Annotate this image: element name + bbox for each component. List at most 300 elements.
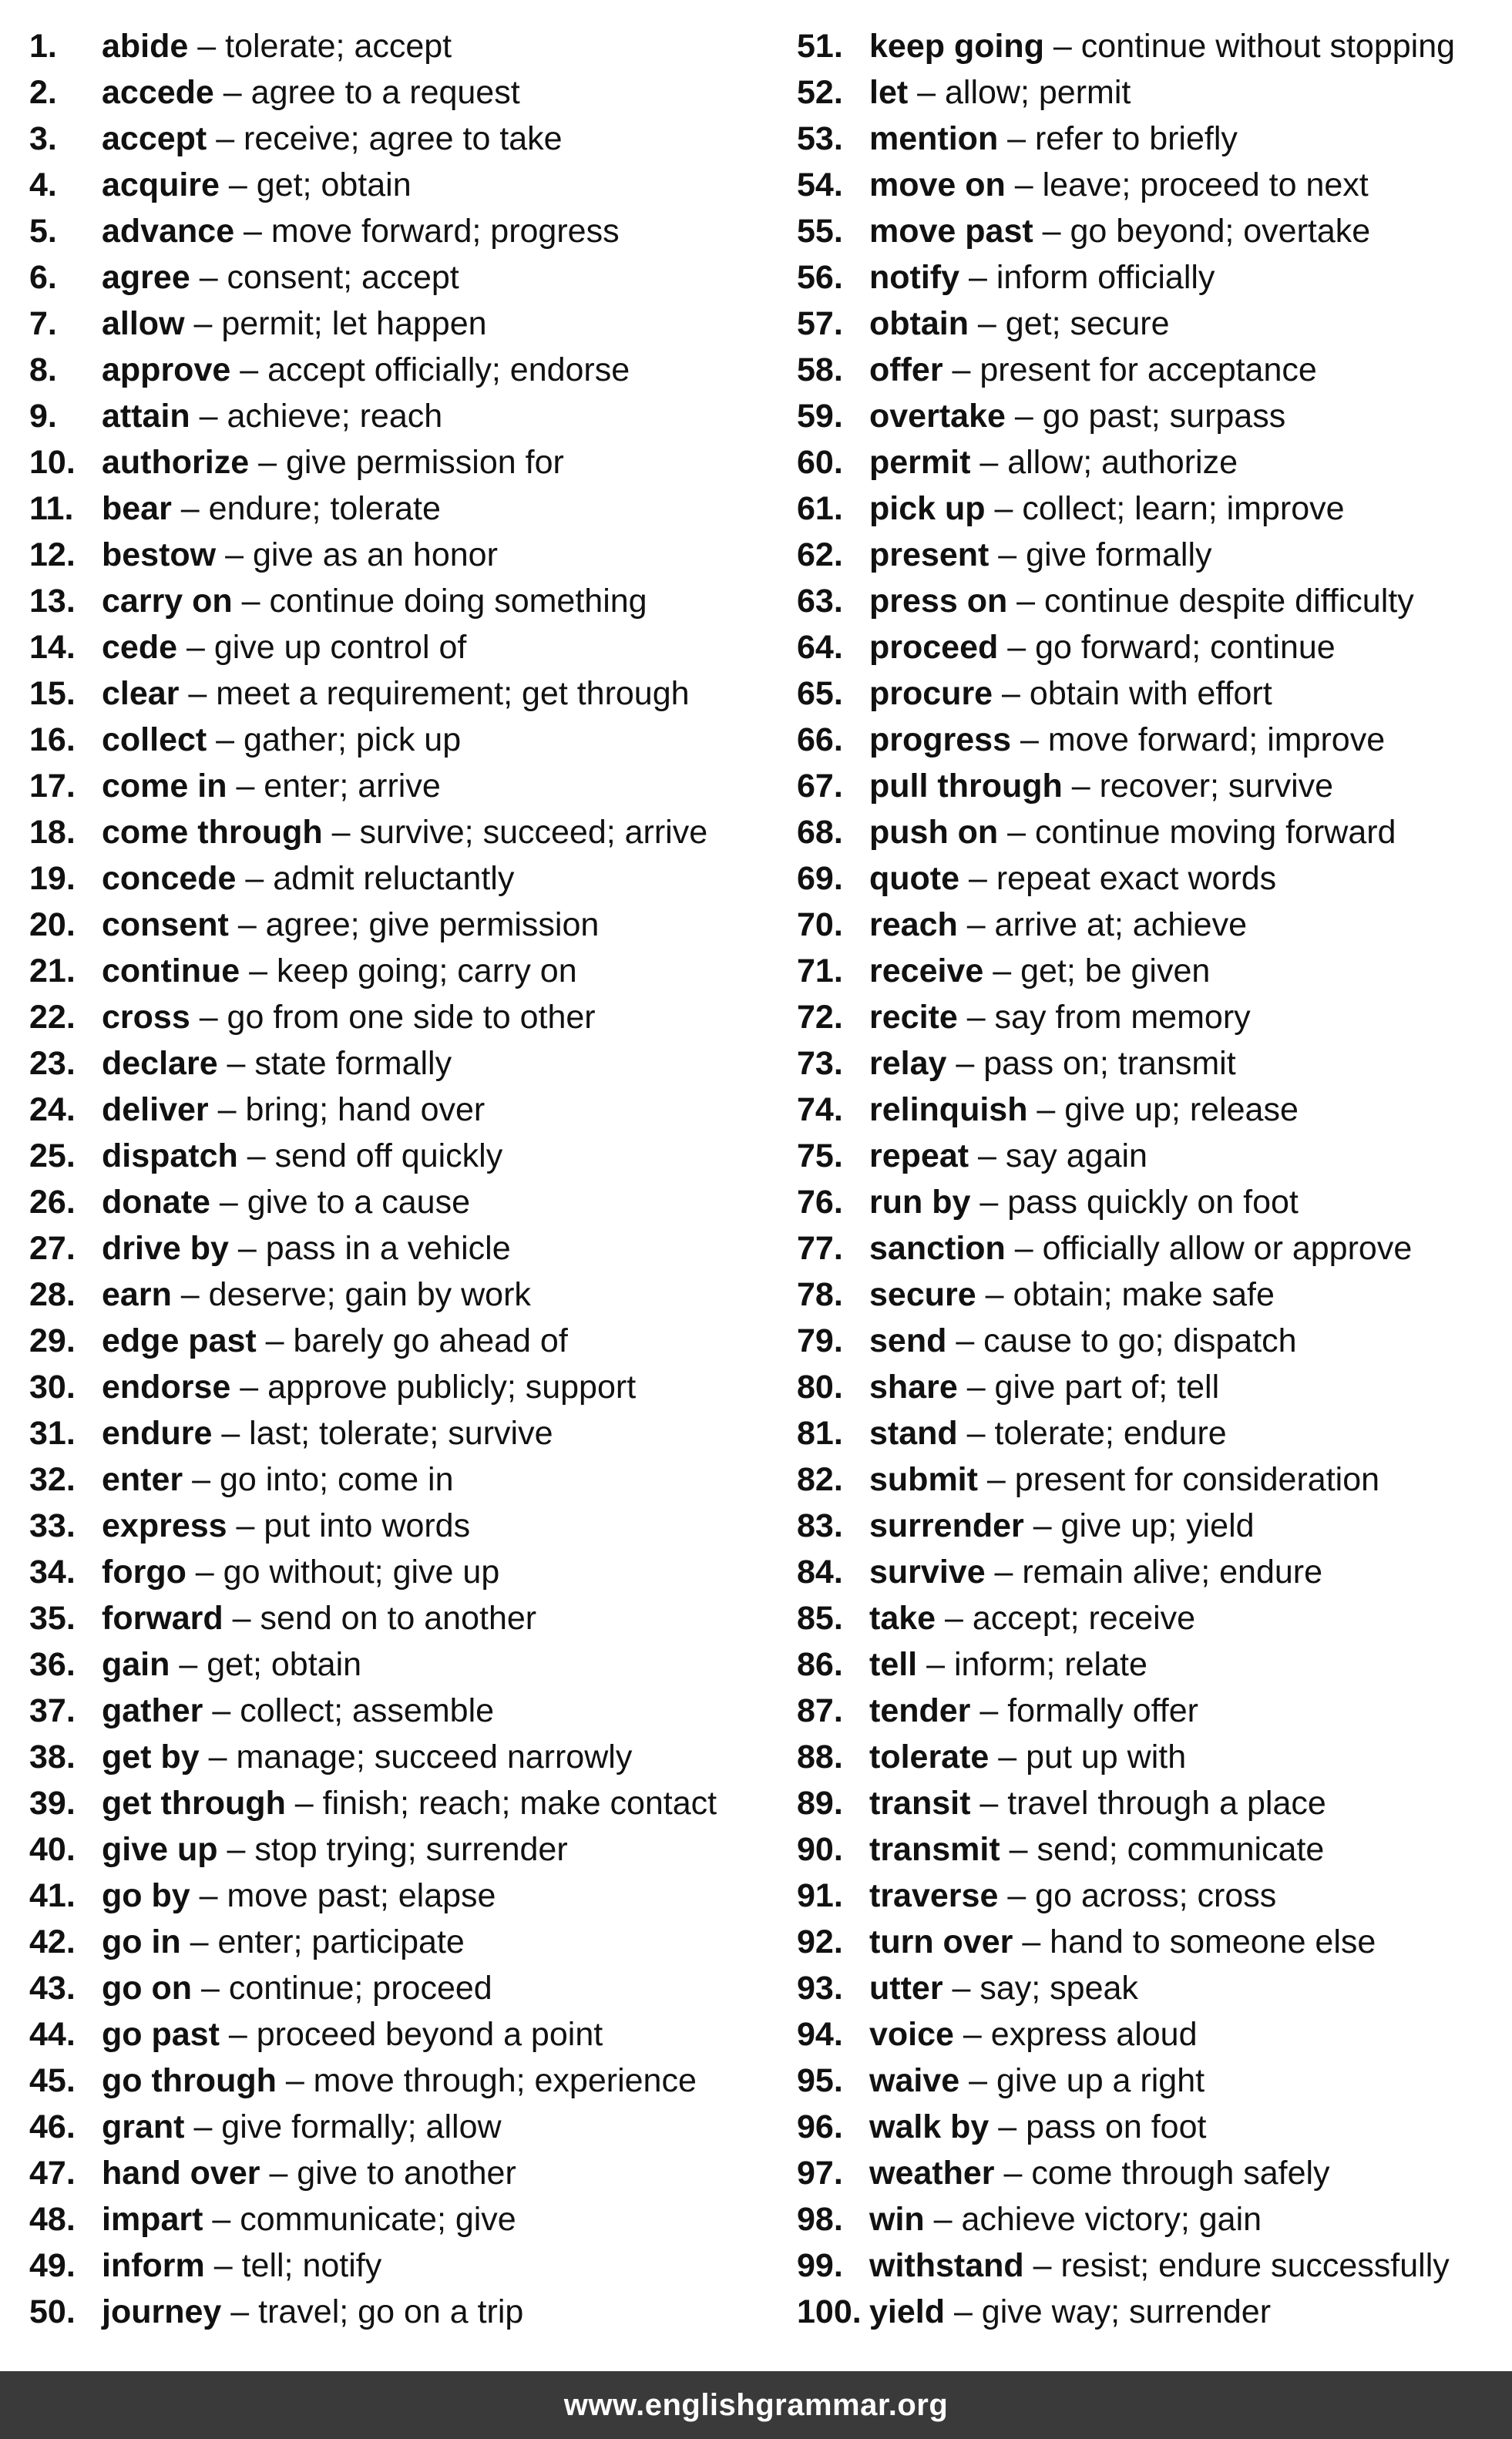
- item-word: quote: [869, 860, 960, 897]
- item-number: 3.: [29, 120, 57, 157]
- item-definition: – leave; proceed to next: [1005, 166, 1369, 203]
- list-item: [29, 1549, 797, 1595]
- item-definition: – approve publicly; support: [230, 1369, 637, 1406]
- list-item: [797, 902, 1497, 948]
- item-definition: – present for acceptance: [942, 351, 1317, 388]
- item-number: 17.: [29, 768, 76, 805]
- item-word: submit: [869, 1461, 978, 1498]
- item-word: attain: [102, 398, 190, 435]
- list-item: [29, 1641, 797, 1688]
- item-word: transmit: [869, 1831, 1000, 1868]
- item-word: relinquish: [869, 1091, 1028, 1128]
- item-word: offer: [869, 351, 943, 388]
- item-definition: – consent; accept: [190, 259, 459, 296]
- item-word: yield: [869, 2293, 945, 2330]
- item-number: 44.: [29, 2016, 76, 2053]
- list-item: [29, 2150, 797, 2196]
- item-word: push on: [869, 814, 999, 851]
- item-word: allow: [102, 305, 185, 342]
- item-word: consent: [102, 906, 229, 943]
- item-number: 23.: [29, 1045, 76, 1082]
- item-word: dispatch: [102, 1137, 238, 1174]
- item-number: 60.: [797, 444, 843, 481]
- item-number: 100.: [797, 2293, 862, 2330]
- item-number: 14.: [29, 629, 76, 666]
- item-word: surrender: [869, 1507, 1024, 1544]
- footer-bar: [0, 2371, 1512, 2439]
- item-number: 82.: [797, 1461, 843, 1498]
- list-item: [29, 347, 797, 393]
- item-word: go in: [102, 1923, 181, 1960]
- item-word: agree: [102, 259, 190, 296]
- list-item: [797, 2104, 1497, 2150]
- item-number: 70.: [797, 906, 843, 943]
- list-item: [29, 393, 797, 439]
- item-number: 47.: [29, 2155, 76, 2192]
- list-item: [797, 1456, 1497, 1503]
- list-item: [797, 254, 1497, 301]
- item-number: 45.: [29, 2062, 76, 2099]
- list-item: [29, 532, 797, 578]
- item-definition: – resist; endure successfully: [1023, 2247, 1450, 2284]
- item-definition: – go across; cross: [998, 1877, 1277, 1914]
- word-list-column-left: [29, 23, 797, 2330]
- list-item: [797, 1549, 1497, 1595]
- item-definition: – give part of; tell: [957, 1369, 1220, 1406]
- item-number: 88.: [797, 1739, 843, 1775]
- item-word: edge past: [102, 1322, 257, 1359]
- item-definition: – send off quickly: [237, 1137, 503, 1174]
- item-definition: – get; be given: [983, 952, 1211, 989]
- list-item: [29, 809, 797, 855]
- item-word: win: [869, 2201, 925, 2238]
- item-word: cede: [102, 629, 178, 666]
- item-number: 40.: [29, 1831, 76, 1868]
- list-item: [797, 208, 1497, 254]
- list-item: [29, 1688, 797, 1734]
- list-item: [29, 1040, 797, 1087]
- item-definition: – go into; come in: [183, 1461, 454, 1498]
- item-number: 46.: [29, 2108, 76, 2145]
- item-number: 38.: [29, 1739, 76, 1775]
- item-word: forward: [102, 1600, 223, 1637]
- item-word: get by: [102, 1739, 200, 1775]
- list-item: [797, 1595, 1497, 1641]
- item-definition: – agree to a request: [213, 74, 520, 111]
- item-number: 93.: [797, 1970, 843, 2007]
- item-word: take: [869, 1600, 936, 1637]
- item-word: go by: [102, 1877, 190, 1914]
- item-number: 65.: [797, 675, 843, 712]
- item-number: 5.: [29, 213, 57, 250]
- item-definition: – last; tolerate; survive: [212, 1415, 553, 1452]
- item-word: survive: [869, 1554, 986, 1591]
- item-word: donate: [102, 1184, 210, 1221]
- item-definition: – collect; assemble: [203, 1692, 495, 1729]
- item-definition: – give permission for: [249, 444, 564, 481]
- item-definition: – refer to briefly: [998, 120, 1238, 157]
- item-word: go through: [102, 2062, 277, 2099]
- item-number: 9.: [29, 398, 57, 435]
- item-word: go past: [102, 2016, 220, 2053]
- item-number: 42.: [29, 1923, 76, 1960]
- item-definition: – pass on; transmit: [946, 1045, 1236, 1082]
- list-item: [797, 2011, 1497, 2058]
- item-word: forgo: [102, 1554, 186, 1591]
- item-word: accept: [102, 120, 207, 157]
- item-definition: – get; obtain: [219, 166, 412, 203]
- item-number: 99.: [797, 2247, 843, 2284]
- item-definition: – travel; go on a trip: [221, 2293, 524, 2330]
- item-word: concede: [102, 860, 237, 897]
- item-number: 63.: [797, 583, 843, 620]
- item-word: pick up: [869, 490, 986, 527]
- item-number: 43.: [29, 1970, 76, 2007]
- item-definition: – keep going; carry on: [240, 952, 577, 989]
- item-word: drive by: [102, 1230, 229, 1267]
- item-word: bestow: [102, 536, 217, 573]
- item-definition: – finish; reach; make contact: [285, 1785, 717, 1822]
- item-number: 36.: [29, 1646, 76, 1683]
- item-definition: – remain alive; endure: [985, 1554, 1323, 1591]
- item-word: grant: [102, 2108, 185, 2145]
- list-item: [29, 1503, 797, 1549]
- list-item: [797, 69, 1497, 116]
- list-item: [29, 1364, 797, 1410]
- item-definition: – achieve victory; gain: [924, 2201, 1262, 2238]
- list-item: [797, 1410, 1497, 1456]
- list-item: [797, 2289, 1497, 2335]
- item-number: 80.: [797, 1369, 843, 1406]
- item-definition: – barely go ahead of: [256, 1322, 568, 1359]
- list-item: [29, 69, 797, 116]
- item-definition: – present for consideration: [977, 1461, 1380, 1498]
- item-word: relay: [869, 1045, 947, 1082]
- item-definition: – achieve; reach: [190, 398, 443, 435]
- item-definition: – continue moving forward: [998, 814, 1396, 851]
- item-word: procure: [869, 675, 993, 712]
- list-item: [797, 1087, 1497, 1133]
- list-item: [29, 1734, 797, 1780]
- item-definition: – obtain; make safe: [976, 1276, 1275, 1313]
- item-definition: – move past; elapse: [190, 1877, 496, 1914]
- item-definition: – admit reluctantly: [236, 860, 515, 897]
- item-word: come through: [102, 814, 323, 851]
- item-definition: – send; communicate: [1000, 1831, 1325, 1868]
- list-item: [797, 1965, 1497, 2011]
- list-item: [797, 1641, 1497, 1688]
- item-definition: – say again: [969, 1137, 1147, 1174]
- list-item: [29, 439, 797, 485]
- item-definition: – travel through a place: [970, 1785, 1326, 1822]
- footer-url[interactable]: www.englishgrammar.org: [563, 2387, 949, 2422]
- item-definition: – continue; proceed: [192, 1970, 492, 2007]
- list-item: [29, 994, 797, 1040]
- item-definition: – put up with: [989, 1739, 1187, 1775]
- item-definition: – survive; succeed; arrive: [322, 814, 708, 851]
- item-number: 97.: [797, 2155, 843, 2192]
- item-number: 4.: [29, 166, 57, 203]
- list-item: [797, 1873, 1497, 1919]
- list-item: [797, 1272, 1497, 1318]
- item-definition: – agree; give permission: [228, 906, 600, 943]
- item-word: get through: [102, 1785, 286, 1822]
- item-number: 26.: [29, 1184, 76, 1221]
- item-word: enter: [102, 1461, 183, 1498]
- item-definition: – repeat exact words: [959, 860, 1277, 897]
- item-definition: – bring; hand over: [208, 1091, 486, 1128]
- item-number: 59.: [797, 398, 843, 435]
- item-word: deliver: [102, 1091, 209, 1128]
- item-word: permit: [869, 444, 971, 481]
- list-item: [797, 578, 1497, 624]
- item-number: 25.: [29, 1137, 76, 1174]
- item-number: 95.: [797, 2062, 843, 2099]
- item-number: 89.: [797, 1785, 843, 1822]
- list-item: [29, 1919, 797, 1965]
- item-word: acquire: [102, 166, 220, 203]
- item-definition: – stop trying; surrender: [217, 1831, 568, 1868]
- list-item: [29, 1595, 797, 1641]
- item-definition: – communicate; give: [203, 2201, 516, 2238]
- item-definition: – give to another: [260, 2155, 516, 2192]
- item-definition: – tolerate; endure: [957, 1415, 1227, 1452]
- list-item: [797, 1503, 1497, 1549]
- item-number: 64.: [797, 629, 843, 666]
- item-word: cross: [102, 999, 190, 1036]
- item-word: run by: [869, 1184, 971, 1221]
- item-word: endorse: [102, 1369, 231, 1406]
- item-definition: – give up a right: [959, 2062, 1205, 2099]
- item-word: give up: [102, 1831, 218, 1868]
- item-word: continue: [102, 952, 240, 989]
- item-word: clear: [102, 675, 180, 712]
- list-item: [29, 624, 797, 670]
- item-definition: – put into words: [227, 1507, 471, 1544]
- item-number: 30.: [29, 1369, 76, 1406]
- list-item: [797, 1826, 1497, 1873]
- item-number: 78.: [797, 1276, 843, 1313]
- list-item: [29, 162, 797, 208]
- item-definition: – come through safely: [994, 2155, 1330, 2192]
- item-number: 56.: [797, 259, 843, 296]
- list-item: [797, 1780, 1497, 1826]
- item-number: 10.: [29, 444, 76, 481]
- list-item: [29, 1225, 797, 1272]
- list-item: [797, 393, 1497, 439]
- list-item: [29, 1410, 797, 1456]
- list-item: [29, 485, 797, 532]
- item-number: 96.: [797, 2108, 843, 2145]
- item-definition: – go forward; continue: [998, 629, 1336, 666]
- item-number: 55.: [797, 213, 843, 250]
- list-item: [29, 763, 797, 809]
- item-definition: – give up control of: [177, 629, 467, 666]
- item-definition: – tell; notify: [204, 2247, 382, 2284]
- item-definition: – express aloud: [953, 2016, 1198, 2053]
- item-definition: – proceed beyond a point: [219, 2016, 603, 2053]
- list-item: [29, 1272, 797, 1318]
- list-item: [797, 1688, 1497, 1734]
- list-item: [797, 1040, 1497, 1087]
- item-word: mention: [869, 120, 999, 157]
- list-item: [29, 948, 797, 994]
- item-number: 84.: [797, 1554, 843, 1591]
- item-definition: – continue despite difficulty: [1007, 583, 1414, 620]
- list-item: [29, 1826, 797, 1873]
- list-item: [797, 1734, 1497, 1780]
- item-word: sanction: [869, 1230, 1006, 1267]
- item-definition: – deserve; gain by work: [171, 1276, 531, 1313]
- item-number: 50.: [29, 2293, 76, 2330]
- item-word: earn: [102, 1276, 172, 1313]
- list-item: [797, 2242, 1497, 2289]
- list-item: [797, 855, 1497, 902]
- item-word: press on: [869, 583, 1008, 620]
- item-definition: – continue doing something: [232, 583, 647, 620]
- list-item: [29, 1087, 797, 1133]
- item-definition: – allow; authorize: [970, 444, 1238, 481]
- item-definition: – say from memory: [957, 999, 1251, 1036]
- list-item: [29, 2242, 797, 2289]
- item-number: 28.: [29, 1276, 76, 1313]
- item-word: bear: [102, 490, 172, 527]
- item-number: 69.: [797, 860, 843, 897]
- item-word: tender: [869, 1692, 971, 1729]
- item-definition: – say; speak: [942, 1970, 1138, 2007]
- item-number: 87.: [797, 1692, 843, 1729]
- item-word: express: [102, 1507, 227, 1544]
- item-number: 49.: [29, 2247, 76, 2284]
- item-definition: – continue without stopping: [1043, 28, 1456, 65]
- item-number: 54.: [797, 166, 843, 203]
- item-number: 91.: [797, 1877, 843, 1914]
- list-item: [29, 1965, 797, 2011]
- item-definition: – give up; yield: [1023, 1507, 1255, 1544]
- item-definition: – move through; experience: [276, 2062, 697, 2099]
- item-word: carry on: [102, 583, 233, 620]
- item-definition: – give way; surrender: [945, 2293, 1272, 2330]
- item-word: overtake: [869, 398, 1006, 435]
- item-word: transit: [869, 1785, 971, 1822]
- item-word: come in: [102, 768, 227, 805]
- list-item: [797, 2150, 1497, 2196]
- item-word: tolerate: [869, 1739, 990, 1775]
- item-word: accede: [102, 74, 214, 111]
- item-number: 11.: [29, 490, 74, 527]
- item-word: endure: [102, 1415, 213, 1452]
- item-definition: – get; obtain: [170, 1646, 362, 1683]
- item-number: 98.: [797, 2201, 843, 2238]
- list-item: [797, 162, 1497, 208]
- item-definition: – pass quickly on foot: [970, 1184, 1299, 1221]
- item-number: 57.: [797, 305, 843, 342]
- item-number: 67.: [797, 768, 843, 805]
- list-item: [29, 301, 797, 347]
- item-number: 79.: [797, 1322, 843, 1359]
- item-definition: – gather; pick up: [207, 721, 462, 758]
- item-number: 16.: [29, 721, 76, 758]
- word-list-column-right: [797, 23, 1497, 2330]
- item-definition: – go without; give up: [186, 1554, 500, 1591]
- item-number: 34.: [29, 1554, 76, 1591]
- list-item: [797, 301, 1497, 347]
- item-word: advance: [102, 213, 235, 250]
- list-item: [797, 2058, 1497, 2104]
- item-word: traverse: [869, 1877, 999, 1914]
- item-number: 13.: [29, 583, 76, 620]
- item-word: secure: [869, 1276, 976, 1313]
- item-number: 32.: [29, 1461, 76, 1498]
- item-number: 66.: [797, 721, 843, 758]
- item-word: collect: [102, 721, 207, 758]
- item-definition: – state formally: [217, 1045, 452, 1082]
- item-number: 39.: [29, 1785, 76, 1822]
- item-definition: – hand to someone else: [1013, 1923, 1376, 1960]
- list-item: [29, 208, 797, 254]
- item-definition: – go past; surpass: [1005, 398, 1286, 435]
- list-item: [797, 347, 1497, 393]
- item-number: 75.: [797, 1137, 843, 1174]
- item-word: move past: [869, 213, 1033, 250]
- item-definition: – inform; relate: [917, 1646, 1147, 1683]
- list-item: [797, 116, 1497, 162]
- item-number: 72.: [797, 999, 843, 1036]
- item-number: 74.: [797, 1091, 843, 1128]
- item-word: journey: [102, 2293, 222, 2330]
- item-number: 6.: [29, 259, 57, 296]
- list-item: [29, 670, 797, 717]
- item-word: declare: [102, 1045, 218, 1082]
- item-number: 1.: [29, 28, 57, 65]
- list-item: [29, 855, 797, 902]
- item-word: proceed: [869, 629, 999, 666]
- item-word: pull through: [869, 768, 1063, 805]
- item-word: progress: [869, 721, 1012, 758]
- list-item: [797, 1919, 1497, 1965]
- item-number: 35.: [29, 1600, 76, 1637]
- item-definition: – give as an honor: [216, 536, 498, 573]
- item-word: reach: [869, 906, 958, 943]
- item-number: 52.: [797, 74, 843, 111]
- item-definition: – cause to go; dispatch: [946, 1322, 1297, 1359]
- item-definition: – tolerate; accept: [188, 28, 452, 65]
- list-item: [29, 2104, 797, 2150]
- list-item: [797, 2196, 1497, 2242]
- item-number: 33.: [29, 1507, 76, 1544]
- item-number: 37.: [29, 1692, 76, 1729]
- item-definition: – give formally: [989, 536, 1212, 573]
- item-word: utter: [869, 1970, 943, 2007]
- list-item: [29, 1318, 797, 1364]
- item-word: go on: [102, 1970, 193, 2007]
- item-definition: – accept; receive: [936, 1600, 1196, 1637]
- item-word: keep going: [869, 28, 1044, 65]
- item-number: 41.: [29, 1877, 76, 1914]
- item-definition: – pass on foot: [989, 2108, 1207, 2145]
- item-word: tell: [869, 1646, 918, 1683]
- item-definition: – accept officially; endorse: [230, 351, 630, 388]
- item-number: 76.: [797, 1184, 843, 1221]
- item-number: 92.: [797, 1923, 843, 1960]
- item-word: stand: [869, 1415, 958, 1452]
- item-number: 8.: [29, 351, 57, 388]
- item-word: share: [869, 1369, 958, 1406]
- item-number: 12.: [29, 536, 76, 573]
- item-number: 85.: [797, 1600, 843, 1637]
- item-word: recite: [869, 999, 958, 1036]
- item-definition: – collect; learn; improve: [985, 490, 1345, 527]
